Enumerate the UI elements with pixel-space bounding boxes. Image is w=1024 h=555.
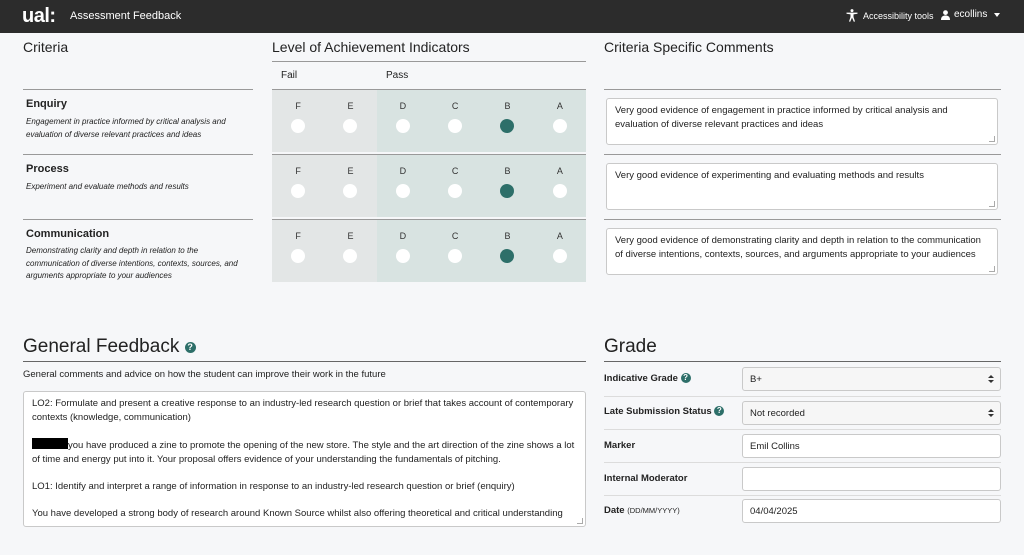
grade-option-d[interactable]: D xyxy=(377,90,429,152)
resize-handle[interactable] xyxy=(577,518,583,524)
form-row-separator xyxy=(604,462,1001,463)
radio-button[interactable] xyxy=(396,249,410,263)
internal-moderator-label: Internal Moderator xyxy=(604,473,688,484)
date-label: Date (DD/MM/YYYY) xyxy=(604,505,680,516)
username: ecollins xyxy=(954,9,988,20)
accessibility-tools-label: Accessibility tools xyxy=(863,10,934,21)
radio-button-selected[interactable] xyxy=(500,249,514,263)
feedback-paragraph: you have produced a zine to promote the opening of the new store. The style and the art direction of the zine shows a lot of time and energy put into it. Your proposal offers evidence of your understanding the fundamentals of pitching. xyxy=(32,440,575,465)
achievement-grid-process xyxy=(272,155,586,217)
radio-button[interactable] xyxy=(343,119,357,133)
select-arrows-icon xyxy=(988,409,994,418)
question-circle-icon[interactable]: ? xyxy=(185,342,196,353)
comment-textarea-communication[interactable]: Very good evidence of demonstrating clarity and depth in relation to the communication of diverse intentions, contexts, sources, and arguments appropriate to your audiences xyxy=(606,228,998,275)
grade-option-b[interactable]: B xyxy=(481,90,533,152)
radio-button[interactable] xyxy=(396,119,410,133)
radio-button[interactable] xyxy=(291,119,305,133)
criteria-row-rule xyxy=(23,154,253,155)
grade-option-e[interactable]: E xyxy=(324,155,376,217)
comment-textarea-enquiry[interactable]: Very good evidence of engagement in practice informed by critical analysis and evaluation of diverse relevant practices and ideas xyxy=(606,98,998,145)
resize-handle[interactable] xyxy=(989,201,995,207)
radio-button[interactable] xyxy=(553,249,567,263)
comments-heading: Criteria Specific Comments xyxy=(604,39,774,55)
radio-button[interactable] xyxy=(448,249,462,263)
indicative-grade-select[interactable]: B+ xyxy=(742,367,1001,391)
grade-option-d[interactable]: D xyxy=(377,155,429,217)
grade-option-c[interactable]: C xyxy=(429,90,481,152)
criterion-title-communication: Communication xyxy=(26,228,110,240)
radio-button[interactable] xyxy=(291,184,305,198)
accessibility-icon xyxy=(846,9,858,22)
radio-button[interactable] xyxy=(448,184,462,198)
general-feedback-textarea[interactable] xyxy=(23,391,586,527)
radio-button[interactable] xyxy=(553,119,567,133)
feedback-paragraph: LO1: Identify and interpret a range of information in response to an industry-led research question or brief (enquiry) xyxy=(32,481,515,492)
app-title[interactable]: Assessment Feedback xyxy=(70,10,182,22)
grade-heading: Grade xyxy=(604,336,657,357)
radio-button[interactable] xyxy=(553,184,567,198)
user-icon xyxy=(941,10,950,20)
general-feedback-instruction: General comments and advice on how the student can improve their work in the future xyxy=(23,369,386,380)
indicative-grade-label: Indicative Grade ? xyxy=(604,373,691,384)
date-input[interactable]: 04/04/2025 xyxy=(742,499,1001,523)
marker-input[interactable]: Emil Collins xyxy=(742,434,1001,458)
question-circle-icon[interactable]: ? xyxy=(681,373,691,383)
general-feedback-rule xyxy=(23,361,586,362)
criteria-heading: Criteria xyxy=(23,39,69,55)
grade-option-a[interactable]: A xyxy=(534,155,586,217)
achievement-grid-communication xyxy=(272,220,586,282)
criterion-description-enquiry: Engagement in practice informed by critical analysis and evaluation of diverse relevant practices and ideas xyxy=(26,117,226,139)
grade-option-a[interactable]: A xyxy=(534,220,586,282)
top-nav xyxy=(0,0,1024,33)
general-feedback-heading: General Feedback ? xyxy=(23,336,196,358)
feedback-paragraph: LO2: Formulate and present a creative response to an industry-led research question or brief that takes account of contemporary contexts (knowledge, communication) xyxy=(32,398,574,423)
radio-button[interactable] xyxy=(396,184,410,198)
comments-row-rule xyxy=(604,154,1001,155)
select-arrows-icon xyxy=(988,375,994,384)
marker-label: Marker xyxy=(604,440,636,451)
fail-label: Fail xyxy=(281,70,298,81)
date-format-hint: (DD/MM/YYYY) xyxy=(627,506,680,515)
grade-option-b[interactable]: B xyxy=(481,155,533,217)
internal-moderator-input[interactable] xyxy=(742,467,1001,491)
comment-textarea-process[interactable]: Very good evidence of experimenting and evaluating methods and results xyxy=(606,163,998,210)
form-row-separator xyxy=(604,396,1001,397)
radio-button[interactable] xyxy=(448,119,462,133)
grade-option-c[interactable]: C xyxy=(429,220,481,282)
accessibility-tools-button[interactable] xyxy=(846,9,934,22)
criterion-description-process: Experiment and evaluate methods and results xyxy=(26,182,189,191)
grade-option-b[interactable]: B xyxy=(481,220,533,282)
feedback-paragraph: You have developed a strong body of research around Known Source whilst also offering theoretical and critical understanding xyxy=(32,508,563,519)
grade-option-f[interactable]: F xyxy=(272,90,324,152)
comments-row-rule xyxy=(604,89,1001,90)
achievement-grid-enquiry xyxy=(272,90,586,152)
grade-option-f[interactable]: F xyxy=(272,220,324,282)
chevron-down-icon xyxy=(994,13,1000,17)
radio-button-selected[interactable] xyxy=(500,184,514,198)
comments-row-rule xyxy=(604,219,1001,220)
resize-handle[interactable] xyxy=(989,136,995,142)
grade-option-e[interactable]: E xyxy=(324,90,376,152)
criterion-description-communication: Demonstrating clarity and depth in relation to the communication of diverse intentions, contexts, sources, and arguments appropriate to your audiences xyxy=(26,246,238,280)
resize-handle[interactable] xyxy=(989,266,995,272)
late-submission-label: Late Submission Status ? xyxy=(604,406,724,417)
form-row-separator xyxy=(604,495,1001,496)
ual-logo[interactable]: ual: xyxy=(22,5,56,27)
late-submission-select[interactable]: Not recorded xyxy=(742,401,1001,425)
criterion-title-enquiry: Enquiry xyxy=(26,98,67,110)
pass-label: Pass xyxy=(386,70,409,81)
criteria-row-rule xyxy=(23,89,253,90)
radio-button-selected[interactable] xyxy=(500,119,514,133)
grade-option-e[interactable]: E xyxy=(324,220,376,282)
radio-button[interactable] xyxy=(343,249,357,263)
redacted-name xyxy=(32,438,68,449)
indicators-rule xyxy=(272,61,586,62)
radio-button[interactable] xyxy=(291,249,305,263)
user-menu[interactable] xyxy=(941,9,1000,20)
grade-option-c[interactable]: C xyxy=(429,155,481,217)
criteria-row-rule xyxy=(23,219,253,220)
grade-rule xyxy=(604,361,1001,362)
form-row-separator xyxy=(604,429,1001,430)
criterion-title-process: Process xyxy=(26,163,69,175)
grade-option-d[interactable]: D xyxy=(377,220,429,282)
question-circle-icon[interactable]: ? xyxy=(714,406,724,416)
grade-option-a[interactable]: A xyxy=(534,90,586,152)
radio-button[interactable] xyxy=(343,184,357,198)
indicators-heading: Level of Achievement Indicators xyxy=(272,39,470,55)
grade-option-f[interactable]: F xyxy=(272,155,324,217)
